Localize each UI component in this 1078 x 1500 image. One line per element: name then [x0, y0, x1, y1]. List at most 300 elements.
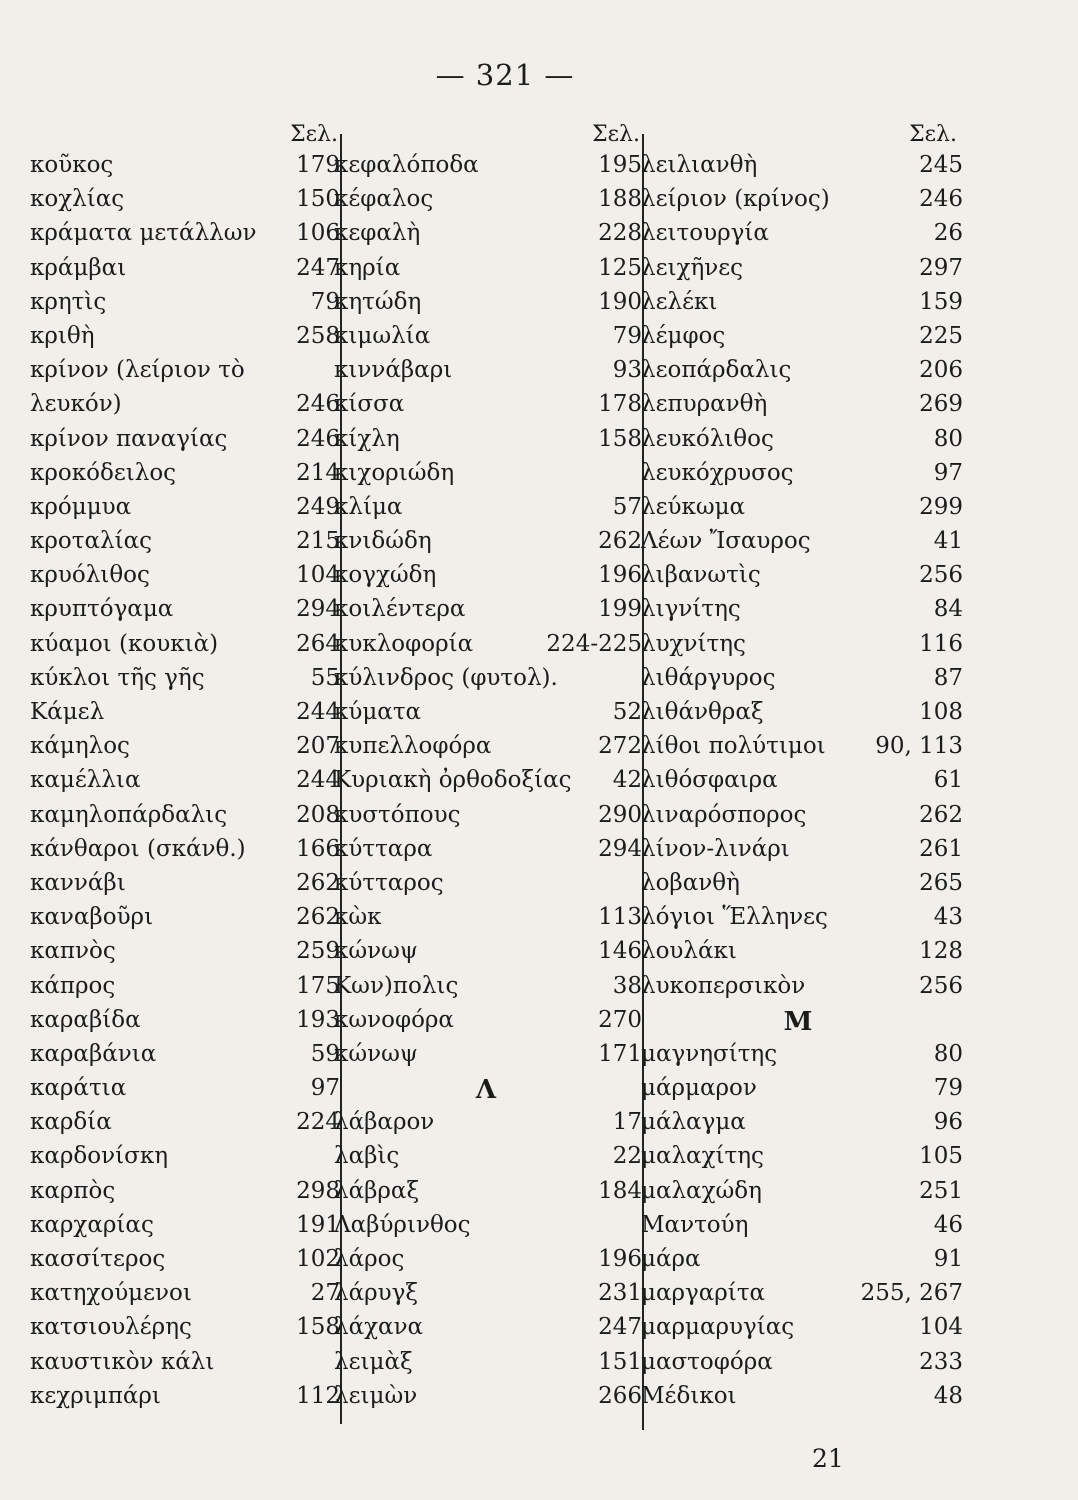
entry-page: 225: [919, 322, 963, 349]
index-entry: [30, 494, 344, 528]
entry-term: λίθοι πολύτιμοι: [641, 733, 826, 760]
entry-page: 195: [598, 152, 642, 178]
entry-page: 231: [598, 1280, 642, 1307]
index-entry: [633, 1109, 963, 1143]
entry-term: λάρος: [334, 1246, 405, 1272]
index-entry: [30, 1143, 344, 1177]
index-entry: [326, 1383, 646, 1417]
entry-page: 17: [612, 1109, 642, 1136]
entry-page: 128: [919, 938, 963, 965]
index-entry: [30, 767, 344, 801]
entry-page: 206: [919, 357, 963, 384]
index-entry: [633, 528, 963, 562]
entry-page: 96: [933, 1109, 963, 1136]
entry-term: καρπὸς: [30, 1177, 116, 1204]
entry-page: 265: [919, 869, 963, 896]
entry-term: καρδία: [30, 1109, 112, 1136]
entry-term: κυστόπους: [334, 801, 461, 828]
entry-term: κιχοριώδη: [334, 459, 455, 486]
entry-term: κρυόλιθος: [30, 562, 150, 589]
index-entry: [326, 767, 646, 801]
entry-page: 116: [919, 630, 963, 657]
entry-term: κύματα: [334, 699, 422, 725]
index-entry: [326, 1007, 646, 1041]
entry-page: 57: [612, 493, 642, 520]
entry-term: λάβραξ: [334, 1177, 420, 1204]
entry-term: μαγνησίτης: [641, 1040, 778, 1067]
index-entry: [30, 528, 344, 562]
index-column-3: [633, 122, 963, 1447]
entry-page: 41: [933, 528, 963, 555]
index-entry: [30, 836, 344, 870]
index-entry: [326, 152, 646, 186]
index-entry: [326, 973, 646, 1007]
index-entry: [633, 494, 963, 528]
index-entry: [30, 152, 344, 186]
entry-page: 91: [933, 1246, 963, 1272]
index-entry: [30, 220, 344, 254]
entry-page: 113: [598, 904, 642, 931]
entry-term: λιθάνθραξ: [641, 699, 764, 725]
entry-term: κηρία: [334, 254, 401, 281]
entry-term: λεύκωμα: [641, 493, 746, 520]
entry-term: λευκόλιθος: [641, 425, 774, 452]
index-entry: [326, 870, 646, 904]
entry-term: λειχῆνες: [641, 254, 744, 281]
index-entry: [326, 1246, 646, 1280]
index-entry: [30, 699, 344, 733]
entry-page: 245: [919, 152, 963, 178]
entry-page: 247: [598, 1314, 642, 1341]
entry-term: μαλαχίτης: [641, 1143, 764, 1170]
entry-page: 294: [598, 835, 642, 862]
entry-page: 196: [598, 562, 642, 589]
entry-page: 105: [919, 1143, 963, 1170]
entry-term: κεφαλόποδα: [334, 152, 479, 178]
entry-page: 158: [296, 1314, 340, 1341]
entry-term: λιθάργυρος: [641, 664, 776, 691]
entry-page: 297: [919, 254, 963, 281]
entry-page: 158: [598, 425, 642, 452]
index-entry: [326, 1109, 646, 1143]
entry-term: κρυπτόγαμα: [30, 596, 174, 623]
index-entry: [326, 460, 646, 494]
entry-page: 48: [933, 1382, 963, 1409]
entry-term: κατσιουλέρης: [30, 1314, 192, 1341]
entry-page: 233: [919, 1348, 963, 1375]
entry-term: Κυριακὴ ὀρθοδοξίας: [334, 767, 572, 794]
entry-page: 193: [296, 1006, 340, 1033]
index-entry: [326, 289, 646, 323]
entry-term: κιμωλία: [334, 322, 431, 349]
entry-term: κυκλοφορία: [334, 630, 474, 657]
entry-page: 244: [296, 767, 340, 794]
index-entry: [633, 631, 963, 665]
section-letter: Λ: [475, 1075, 497, 1106]
index-entry: [30, 255, 344, 289]
entry-term: λειμὼν: [334, 1382, 418, 1409]
index-entry: [30, 631, 344, 665]
index-entry: [633, 1383, 963, 1417]
entry-page: 261: [919, 835, 963, 862]
entry-page: 262: [919, 801, 963, 828]
index-entry: [326, 220, 646, 254]
entry-term: λελέκι: [641, 288, 718, 315]
entry-term: καπνὸς: [30, 938, 116, 965]
index-entry: [326, 1178, 646, 1212]
entry-term: κύκλοι τῆς γῆς: [30, 664, 205, 691]
index-entry: [633, 1075, 963, 1109]
index-entry: [633, 836, 963, 870]
index-entry: [326, 938, 646, 972]
entry-term: καμηλοπάρδαλις: [30, 801, 228, 828]
index-entry: [326, 836, 646, 870]
entry-page: 298: [296, 1177, 340, 1204]
entry-term: μαρμαρυγίας: [641, 1314, 795, 1341]
entry-term: καυστικὸν κάλι: [30, 1348, 215, 1375]
entry-term: λευκόχρυσος: [641, 459, 794, 486]
entry-term: κύτταρα: [334, 835, 433, 862]
entry-term: καμέλλια: [30, 767, 141, 794]
entry-term: μαστοφόρα: [641, 1348, 773, 1375]
index-entry: [633, 1246, 963, 1280]
index-column-2: [326, 122, 646, 1447]
entry-term: κεφαλὴ: [334, 220, 421, 247]
entry-term: κωνοφόρα: [334, 1006, 454, 1033]
entry-page: 290: [598, 801, 642, 828]
index-entry: [633, 323, 963, 357]
index-entry: [633, 1041, 963, 1075]
entry-page: 259: [296, 938, 340, 965]
page-number: — 321 —: [435, 58, 575, 92]
index-entry: [633, 1349, 963, 1383]
index-entry: [326, 904, 646, 938]
entry-term: κράματα μετάλλων: [30, 220, 257, 247]
entry-term: λάβαρον: [334, 1109, 435, 1136]
entry-term: λεπυρανθὴ: [641, 391, 768, 418]
index-entry: [30, 733, 344, 767]
index-entry: [326, 186, 646, 220]
entry-page: 22: [612, 1143, 642, 1170]
index-entry: [30, 562, 344, 596]
entry-term: κογχώδη: [334, 562, 437, 589]
entry-page: 84: [933, 596, 963, 623]
index-entry: [633, 1178, 963, 1212]
entry-term: Μέδικοι: [641, 1382, 737, 1409]
index-entry: [633, 596, 963, 630]
index-entry: [326, 528, 646, 562]
entry-page: 125: [598, 254, 642, 281]
index-entry: [30, 460, 344, 494]
index-entry: [326, 562, 646, 596]
entry-page: 79: [612, 322, 642, 349]
entry-page: 178: [598, 391, 642, 418]
entry-page: 247: [296, 254, 340, 281]
entry-page: 251: [919, 1177, 963, 1204]
index-entry: [30, 357, 344, 391]
entry-term: λιναρόσπορος: [641, 801, 807, 828]
index-entry: [633, 357, 963, 391]
entry-page: 104: [296, 562, 340, 589]
index-entry: [326, 665, 646, 699]
entry-page: 102: [296, 1246, 340, 1272]
index-entry: [326, 802, 646, 836]
entry-page: 104: [919, 1314, 963, 1341]
index-entry: [326, 596, 646, 630]
entry-term: κράμβαι: [30, 254, 127, 281]
index-entry: [633, 1143, 963, 1177]
entry-page: 52: [612, 699, 642, 725]
entry-term: λευκόν): [30, 391, 122, 418]
entry-page: 97: [310, 1075, 340, 1102]
entry-term: κώνωψ: [334, 1040, 418, 1067]
index-entry: [30, 1383, 344, 1417]
entry-page: 215: [296, 528, 340, 555]
index-entry: [633, 699, 963, 733]
index-entry: [633, 938, 963, 972]
entry-page: 262: [296, 869, 340, 896]
entry-page: 79: [310, 288, 340, 315]
index-entry: [633, 665, 963, 699]
entry-term: μαργαρίτα: [641, 1280, 766, 1307]
entry-page: 224-225: [546, 630, 642, 657]
entry-term: λειμὰξ: [334, 1348, 413, 1375]
index-entry: [30, 1246, 344, 1280]
entry-term: καρδονίσκη: [30, 1143, 168, 1170]
entry-page: 146: [598, 938, 642, 965]
index-entry: [326, 1212, 646, 1246]
entry-term: κροκόδειλος: [30, 459, 177, 486]
index-entry: [30, 1041, 344, 1075]
entry-page: 26: [933, 220, 963, 247]
entry-term: κασσίτερος: [30, 1246, 166, 1272]
entry-page: 151: [598, 1348, 642, 1375]
index-entry: [30, 1280, 344, 1314]
entry-page: 59: [310, 1040, 340, 1067]
index-entry: [633, 802, 963, 836]
entry-page: 258: [296, 322, 340, 349]
entry-page: 208: [296, 801, 340, 828]
index-entry: [326, 357, 646, 391]
entry-page: 224: [296, 1109, 340, 1136]
entry-page: 46: [933, 1211, 963, 1238]
index-entry: [30, 665, 344, 699]
entry-term: Κάμελ: [30, 699, 105, 725]
entry-page: 61: [933, 767, 963, 794]
index-entry: [30, 1109, 344, 1143]
index-entry: [326, 391, 646, 425]
entry-page: 190: [598, 288, 642, 315]
entry-term: λιβανωτὶς: [641, 562, 761, 589]
index-entry: [30, 1349, 344, 1383]
entry-page: 249: [296, 493, 340, 520]
entry-term: κεχριμπάρι: [30, 1382, 161, 1409]
entry-page: 196: [598, 1246, 642, 1272]
index-entry: [633, 220, 963, 254]
entry-term: καρχαρίας: [30, 1211, 154, 1238]
index-entry: [633, 733, 963, 767]
entry-page: 38: [612, 972, 642, 999]
entry-term: κριθὴ: [30, 322, 95, 349]
index-entry: [30, 1007, 344, 1041]
entry-term: κοῦκος: [30, 152, 114, 178]
entry-page: 207: [296, 733, 340, 760]
index-entry: [633, 255, 963, 289]
entry-term: καραβάνια: [30, 1040, 157, 1067]
index-entry: [30, 1212, 344, 1246]
entry-page: 255, 267: [860, 1280, 963, 1307]
entry-term: κνιδώδη: [334, 528, 432, 555]
entry-term: καράτια: [30, 1075, 127, 1102]
entry-page: 256: [919, 972, 963, 999]
entry-term: καραβίδα: [30, 1006, 141, 1033]
entry-term: κώνωψ: [334, 938, 418, 965]
entry-term: λείριον (κρίνος): [641, 186, 830, 213]
index-entry: [30, 426, 344, 460]
entry-term: λέμφος: [641, 322, 726, 349]
entry-page: 272: [598, 733, 642, 760]
entry-term: μάρα: [641, 1246, 701, 1272]
entry-term: κίχλη: [334, 425, 400, 452]
entry-page: 108: [919, 699, 963, 725]
index-entry: [30, 323, 344, 357]
entry-term: λοβανθὴ: [641, 869, 740, 896]
entry-page: 264: [296, 630, 340, 657]
index-entry: [633, 870, 963, 904]
entry-term: λιθόσφαιρα: [641, 767, 778, 794]
entry-term: λειτουργία: [641, 220, 769, 247]
entry-term: λυκοπερσικὸν: [641, 972, 806, 999]
entry-page: 42: [612, 767, 642, 794]
entry-term: Λαβύρινθος: [334, 1211, 471, 1238]
index-entry: [326, 1349, 646, 1383]
index-entry: [633, 186, 963, 220]
index-entry: [30, 973, 344, 1007]
index-entry: [326, 1041, 646, 1075]
entry-term: λάρυγξ: [334, 1280, 419, 1307]
entry-page: 188: [598, 186, 642, 213]
entry-term: λίνον-λινάρι: [641, 835, 790, 862]
entry-term: λυχνίτης: [641, 630, 746, 657]
entry-page: 199: [598, 596, 642, 623]
entry-page: 294: [296, 596, 340, 623]
section-letter: Μ: [783, 1006, 813, 1037]
entry-page: 244: [296, 699, 340, 725]
entry-term: κύτταρος: [334, 869, 444, 896]
index-entry: [30, 802, 344, 836]
entry-term: κὼκ: [334, 904, 382, 931]
entry-term: κύλινδρος (φυτολ).: [334, 664, 558, 691]
index-entry: [633, 426, 963, 460]
entry-page: 266: [598, 1382, 642, 1409]
index-entry: [633, 1280, 963, 1314]
entry-term: λαβὶς: [334, 1143, 400, 1170]
entry-term: Λέων Ἴσαυρος: [641, 528, 811, 555]
entry-term: κοχλίας: [30, 186, 125, 213]
entry-page: 246: [919, 186, 963, 213]
entry-page: 184: [598, 1177, 642, 1204]
entry-page: 55: [310, 664, 340, 691]
entry-page: 106: [296, 220, 340, 247]
entry-page: 27: [310, 1280, 340, 1307]
index-entry: [326, 699, 646, 733]
entry-page: 80: [933, 425, 963, 452]
entry-page: 246: [296, 391, 340, 418]
entry-page: 191: [296, 1211, 340, 1238]
entry-page: 175: [296, 972, 340, 999]
entry-page: 112: [296, 1382, 340, 1409]
entry-term: κάμηλος: [30, 733, 130, 760]
entry-term: λεοπάρδαλις: [641, 357, 792, 384]
entry-term: λουλάκι: [641, 938, 737, 965]
entry-term: κάπρος: [30, 972, 116, 999]
entry-term: λειλιανθὴ: [641, 152, 758, 178]
entry-page: 270: [598, 1006, 642, 1033]
entry-page: 90, 113: [875, 733, 963, 760]
index-entry: [326, 255, 646, 289]
entry-page: 171: [598, 1040, 642, 1067]
index-entry: [30, 870, 344, 904]
index-entry: [633, 767, 963, 801]
entry-page: 262: [296, 904, 340, 931]
index-entry: [30, 1075, 344, 1109]
index-entry: [633, 562, 963, 596]
entry-term: κίσσα: [334, 391, 405, 418]
entry-page: 299: [919, 493, 963, 520]
index-entry: [30, 1314, 344, 1348]
index-entry: [326, 1314, 646, 1348]
entry-term: κρίνον (λείριον τὸ: [30, 357, 245, 384]
index-entry: [326, 733, 646, 767]
column-header: Σελ.: [592, 122, 640, 147]
entry-term: κρητὶς: [30, 288, 107, 315]
index-entry: [326, 323, 646, 357]
index-entry: [326, 1280, 646, 1314]
index-entry: [30, 904, 344, 938]
entry-term: κύαμοι (κουκιὰ): [30, 630, 219, 657]
column-header: Σελ.: [909, 122, 957, 147]
index-entry: [633, 904, 963, 938]
entry-term: κροταλίας: [30, 528, 153, 555]
entry-page: 43: [933, 904, 963, 931]
entry-term: κέφαλος: [334, 186, 434, 213]
entry-page: 93: [612, 357, 642, 384]
entry-term: Μαντούη: [641, 1211, 749, 1238]
index-entry: [633, 1212, 963, 1246]
entry-term: καννάβι: [30, 869, 126, 896]
entry-term: λιγνίτης: [641, 596, 741, 623]
index-entry: [326, 426, 646, 460]
index-entry: [30, 186, 344, 220]
index-entry: [633, 973, 963, 1007]
index-entry: [30, 1178, 344, 1212]
entry-term: κυπελλοφόρα: [334, 733, 492, 760]
entry-term: κοιλέντερα: [334, 596, 466, 623]
column-header: Σελ.: [290, 122, 338, 147]
entry-page: 87: [933, 664, 963, 691]
index-entry: [633, 391, 963, 425]
index-entry: [326, 1143, 646, 1177]
entry-page: 80: [933, 1040, 963, 1067]
entry-page: 269: [919, 391, 963, 418]
entry-page: 246: [296, 425, 340, 452]
entry-page: 150: [296, 186, 340, 213]
signature-mark: 21: [812, 1444, 844, 1473]
entry-term: κρίνον παναγίας: [30, 425, 228, 452]
index-entry: [30, 289, 344, 323]
entry-term: καναβοῦρι: [30, 904, 154, 931]
index-entry: [326, 494, 646, 528]
